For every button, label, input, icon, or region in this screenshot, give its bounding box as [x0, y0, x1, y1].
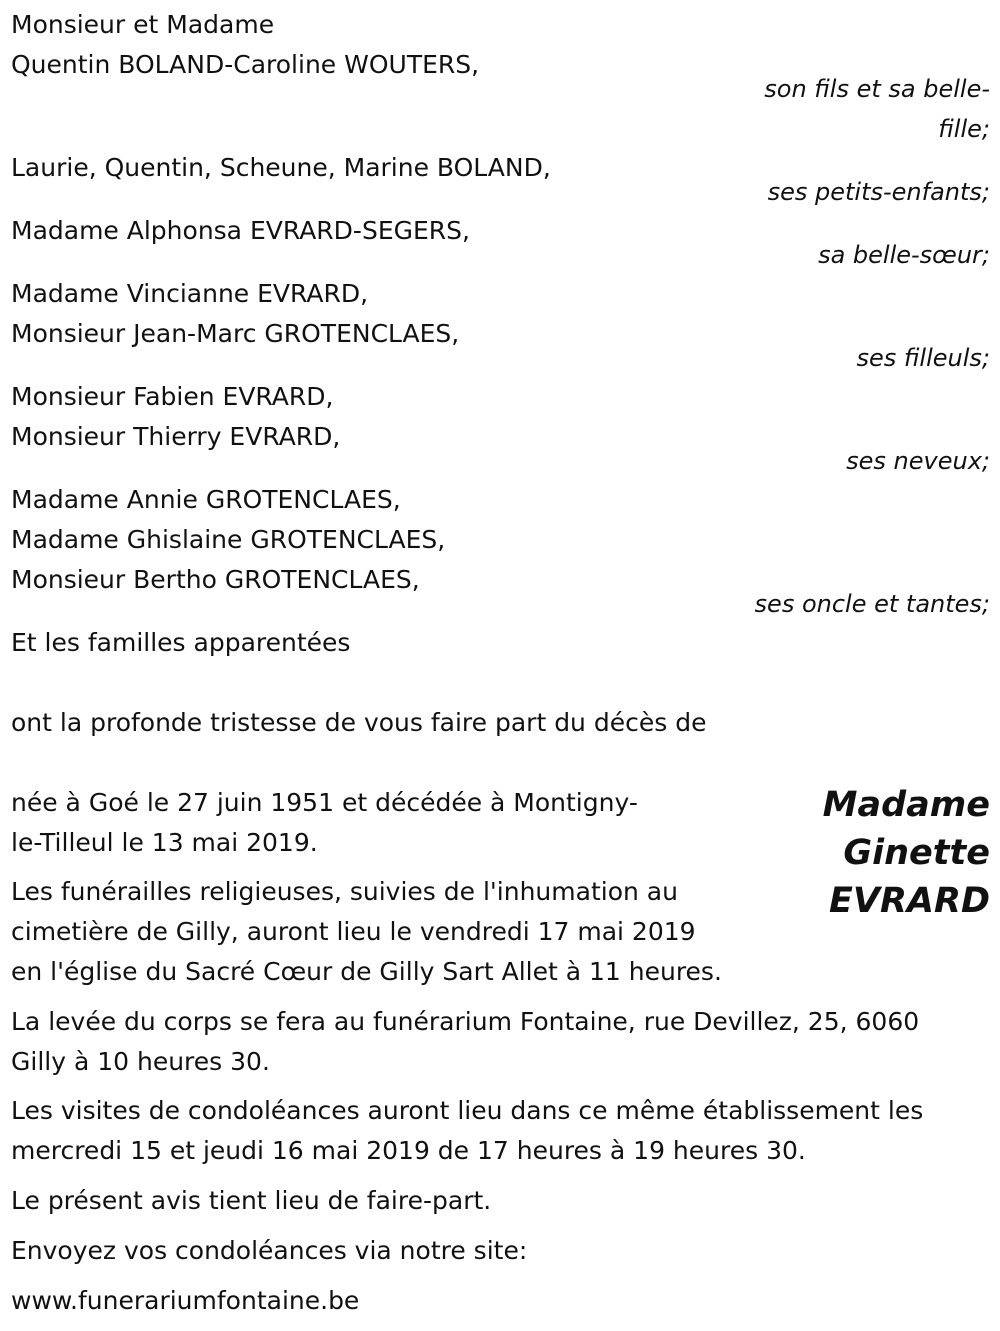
relation-son: son fils et sa belle-: [764, 75, 990, 103]
deceased-title: Madame: [822, 785, 990, 825]
deceased-last-name: EVRARD: [828, 881, 990, 921]
family-line-relatives: Et les familles apparentées: [11, 628, 351, 657]
levee-line-2: Gilly à 10 heures 30.: [11, 1047, 270, 1076]
family-line-grandchildren: Laurie, Quentin, Scheune, Marine BOLAND,: [11, 153, 551, 182]
family-line-sister-in-law: Madame Alphonsa EVRARD-SEGERS,: [11, 216, 470, 245]
visits-line-2: mercredi 15 et jeudi 16 mai 2019 de 17 heures à 19 heures 30.: [11, 1136, 806, 1165]
relation-son-cont: fille;: [938, 115, 990, 143]
notice-line: Le présent avis tient lieu de faire-part.: [11, 1186, 492, 1215]
relation-uncle-aunts: ses oncle et tantes;: [754, 590, 990, 618]
birth-line-1: née à Goé le 27 juin 1951 et décédée à Montigny-: [11, 788, 638, 817]
levee-line-1: La levée du corps se fera au funérarium Fontaine, rue Devillez, 25, 6060: [11, 1007, 920, 1036]
relation-grandchildren: ses petits-enfants;: [767, 178, 990, 206]
announcement-text: ont la profonde tristesse de vous faire part du décès de: [11, 708, 707, 737]
deceased-first-name: Ginette: [843, 833, 990, 873]
relation-sister-in-law: sa belle-sœur;: [818, 241, 990, 269]
condolences-line: Envoyez vos condoléances via notre site:: [11, 1236, 528, 1265]
birth-line-2: le-Tilleul le 13 mai 2019.: [11, 828, 318, 857]
family-line-aunt-2: Madame Ghislaine GROTENCLAES,: [11, 525, 446, 554]
funeral-line-1: Les funérailles religieuses, suivies de l'inhumation au: [11, 877, 678, 906]
deceased-name: [823, 781, 990, 925]
family-line-godchild-1: Madame Vincianne EVRARD,: [11, 279, 369, 308]
family-line-parents-title: Monsieur et Madame: [11, 10, 275, 39]
relation-nephews: ses neveux;: [846, 447, 990, 475]
family-line-nephew-1: Monsieur Fabien EVRARD,: [11, 382, 334, 411]
funeral-line-2: cimetière de Gilly, auront lieu le vendredi 17 mai 2019: [11, 917, 696, 946]
funeral-line-3: en l'église du Sacré Cœur de Gilly Sart Allet à 11 heures.: [11, 957, 722, 986]
relation-godchildren: ses filleuls;: [856, 344, 990, 372]
family-line-nephew-2: Monsieur Thierry EVRARD,: [11, 422, 341, 451]
family-line-aunt-1: Madame Annie GROTENCLAES,: [11, 485, 401, 514]
family-line-uncle: Monsieur Bertho GROTENCLAES,: [11, 565, 420, 594]
family-line-parents-names: Quentin BOLAND-Caroline WOUTERS,: [11, 50, 480, 79]
website-link[interactable]: www.funerariumfontaine.be: [11, 1286, 360, 1315]
visits-line-1: Les visites de condoléances auront lieu dans ce même établissement les: [11, 1096, 924, 1125]
family-line-godchild-2: Monsieur Jean-Marc GROTENCLAES,: [11, 319, 460, 348]
